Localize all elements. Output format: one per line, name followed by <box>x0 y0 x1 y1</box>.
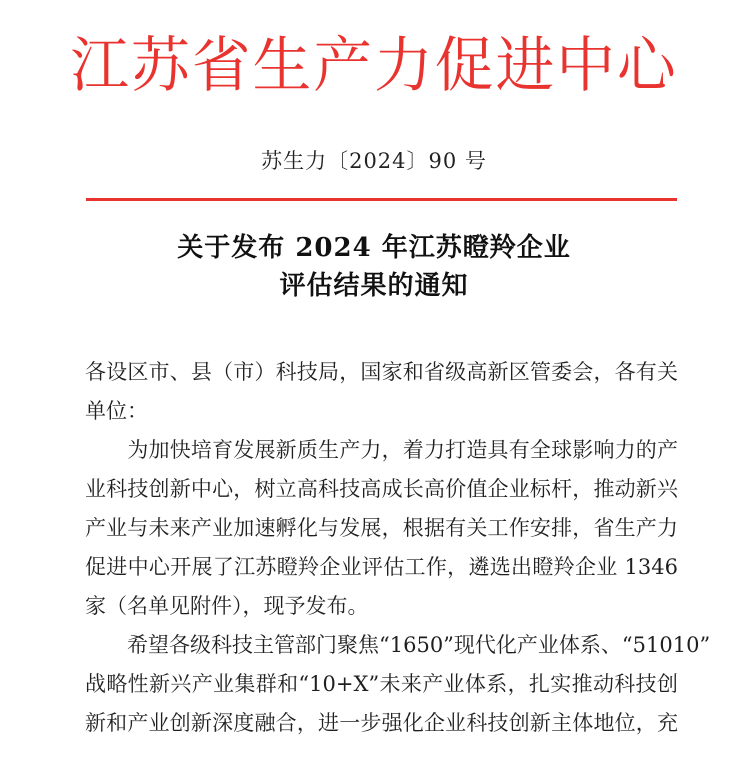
body-line-3: 为加快培育发展新质生产力，着力打造具有全球影响力的产 <box>85 438 678 462</box>
document-number: 苏生力〔2024〕90 号 <box>261 149 487 173</box>
body-line-6: 促进中心开展了江苏瞪羚企业评估工作，遴选出瞪羚企业 1346 <box>85 555 678 579</box>
notice-title <box>0 229 748 305</box>
body-line-10: 新和产业创新深度融合，进一步强化企业科技创新主体地位，充 <box>85 711 678 735</box>
body-line-2: 单位： <box>85 399 148 423</box>
notice-title-line-2: 评估结果的通知 <box>279 271 469 301</box>
body-line-7: 家（名单见附件），现予发布。 <box>85 594 369 618</box>
notice-title-line-1: 关于发布 2024 年江苏瞪羚企业 <box>177 233 571 263</box>
red-divider-rule <box>86 198 677 201</box>
body-line-4: 业科技创新中心，树立高科技高成长高价值企业标杆，推动新兴 <box>85 477 678 501</box>
body-line-5: 产业与未来产业加速孵化与发展，根据有关工作安排，省生产力 <box>85 516 678 540</box>
organization-header: 江苏省生产力促进中心 <box>70 31 678 101</box>
notice-body <box>85 353 711 743</box>
body-line-8: 希望各级科技主管部门聚焦“1650”现代化产业体系、“51010” <box>85 633 711 657</box>
body-line-1: 各设区市、县（市）科技局，国家和省级高新区管委会，各有关 <box>85 360 678 384</box>
body-line-9: 战略性新兴产业集群和“10+X”未来产业体系，扎实推动科技创 <box>85 672 678 696</box>
